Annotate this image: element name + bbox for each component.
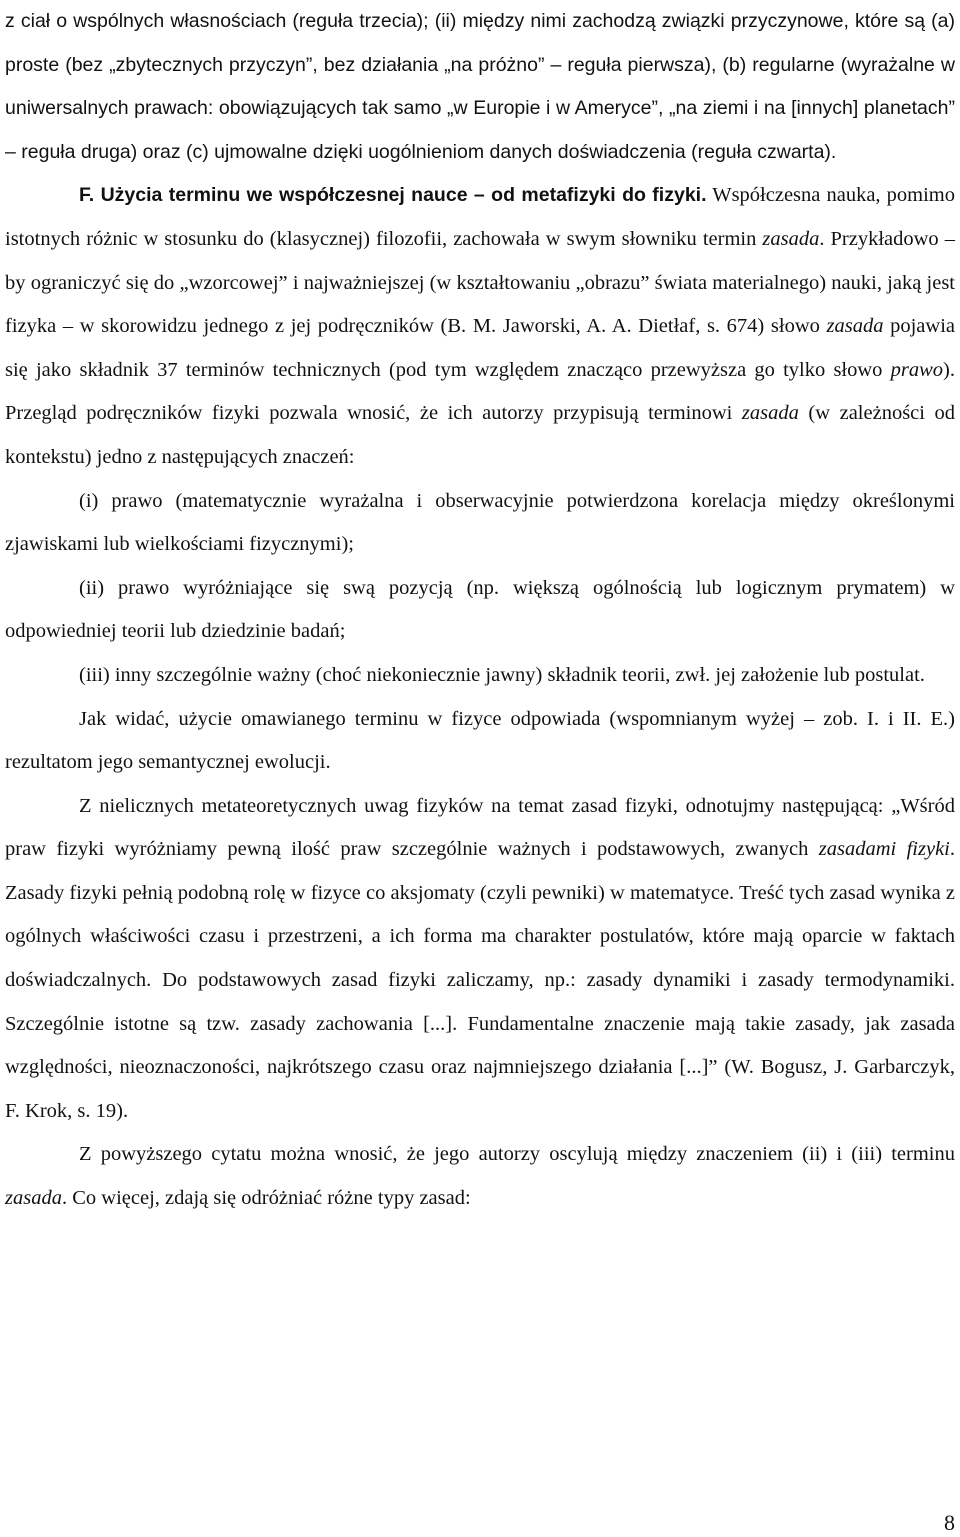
list-item-iii bbox=[5, 654, 955, 698]
list-item-ii bbox=[5, 567, 955, 654]
section-heading: F. Użycia terminu we współczesnej nauce – od metafizyki do fizyki. bbox=[79, 184, 707, 207]
list-item-i bbox=[5, 480, 955, 567]
paragraph-text: (w zależności od kontekstu) jedno z następujących znaczeń: bbox=[5, 402, 956, 468]
paragraph-text: Z powyższego cytatu można wnosić, że jego autorzy oscylują między znaczeniem (ii) i (iii) terminu bbox=[79, 1143, 955, 1166]
list-item-text: (i) prawo (matematycznie wyrażalna i obserwacyjnie potwierdzona korelacja między określonymi zjawiskami lub wielkościami fizycznymi); bbox=[5, 489, 955, 556]
italic-term: zasada bbox=[5, 1187, 62, 1210]
paragraph-text: Z nielicznych metateoretycznych uwag fizyków na temat zasad fizyki, odnotujmy następującą: „Wśród praw fizyki wyróżniamy pewną ilość praw szczególnie ważnych i podstawowych, zwanych bbox=[5, 794, 955, 861]
paragraph-text: z ciał o wspólnych własnościach (reguła trzecia); (ii) między nimi zachodzą związki przyczynowe, które są (a) proste (bez „zbytecznych przyczyn”, bez działania „na próżno” – reguła pierwsza), (b) regularne (wyrażalne w uniwersalnych prawach: obowiązujących tak samo „w Europie i w Ameryce”, „na ziemi i na [innych] planetach” – reguła druga) oraz (c) ujmowalne dzięki uogólnieniom danych doświadczenia (reguła czwarta). bbox=[5, 10, 955, 163]
paragraph-final bbox=[5, 1133, 955, 1220]
paragraph-text: . Co więcej, zdają się odróżniać różne typy zasad: bbox=[61, 1187, 471, 1210]
paragraph-conclusion bbox=[5, 698, 955, 785]
paragraph-quote bbox=[5, 785, 955, 1134]
paragraph-text: . Zasady fizyki pełnią podobną rolę w fizyce co aksjomaty (czyli pewniki) w matematyce. Treść tych zasad wynika z ogólnych właściwości czasu i przestrzeni, a ich forma ma charakter postulatów, które mają oparcie w faktach doświadczalnych. Do podstawowych zasad fizyki zaliczamy, np.: zasady dynamiki i zasady termodynamiki. Szczególnie istotne są tzw. zasady zachowania [...]. Fundamentalne znaczenie mają takie zasady, jak zasada względności, nieoznaczoności, najkrótszego czasu oraz najmniejszego działania [...]” (W. Bogusz, J. Garbarczyk, F. Krok, s. 19). bbox=[5, 838, 955, 1122]
list-item-text: (ii) prawo wyróżniające się swą pozycją (np. większą ogólnością lub logicznym prymatem) w odpowiedniej teorii lub dziedzinie badań; bbox=[5, 576, 955, 643]
page-number: 8 bbox=[944, 1510, 955, 1535]
document-page bbox=[5, 0, 955, 1221]
list-item-text: (iii) inny szczególnie ważny (choć niekoniecznie jawny) składnik teorii, zwł. jej założenie lub postulat. bbox=[79, 663, 925, 686]
paragraph-continuation bbox=[5, 0, 955, 174]
italic-term: zasada bbox=[762, 227, 820, 250]
paragraph-text: pojawia się jako składnik 37 terminów technicznych (pod tym względem znacząco przewyższa go tylko słowo bbox=[5, 315, 955, 381]
paragraph-text: Jak widać, użycie omawianego terminu w fizyce odpowiada (wspomnianym wyżej – zob. I. i II. E.) rezultatom jego semantycznej ewolucji. bbox=[5, 707, 955, 774]
paragraph-text: Współczesna nauka, pomimo istotnych różnic w stosunku do (klasycznej) filozofii, zachowała w swym słowniku termin bbox=[5, 184, 956, 250]
italic-term: zasada bbox=[826, 315, 884, 338]
paragraph-text: ). Przegląd podręczników fizyki pozwala wnosić, że ich autorzy przypisują terminowi bbox=[5, 358, 955, 425]
italic-term: prawo bbox=[890, 358, 944, 381]
paragraph-section-f bbox=[5, 174, 955, 479]
italic-term: zasada bbox=[741, 402, 799, 425]
paragraph-text: . Przykładowo – by ograniczyć się do „wzorcowej” i najważniejszej (w kształtowaniu „obrazu” świata materialnego) nauki, jaką jest fizyka – w skorowidzu jednego z jej podręczników (B. M. Jaworski, A. A. Dietłaf, s. 674) słowo bbox=[5, 227, 955, 338]
italic-term: zasadami fizyki bbox=[818, 838, 950, 861]
